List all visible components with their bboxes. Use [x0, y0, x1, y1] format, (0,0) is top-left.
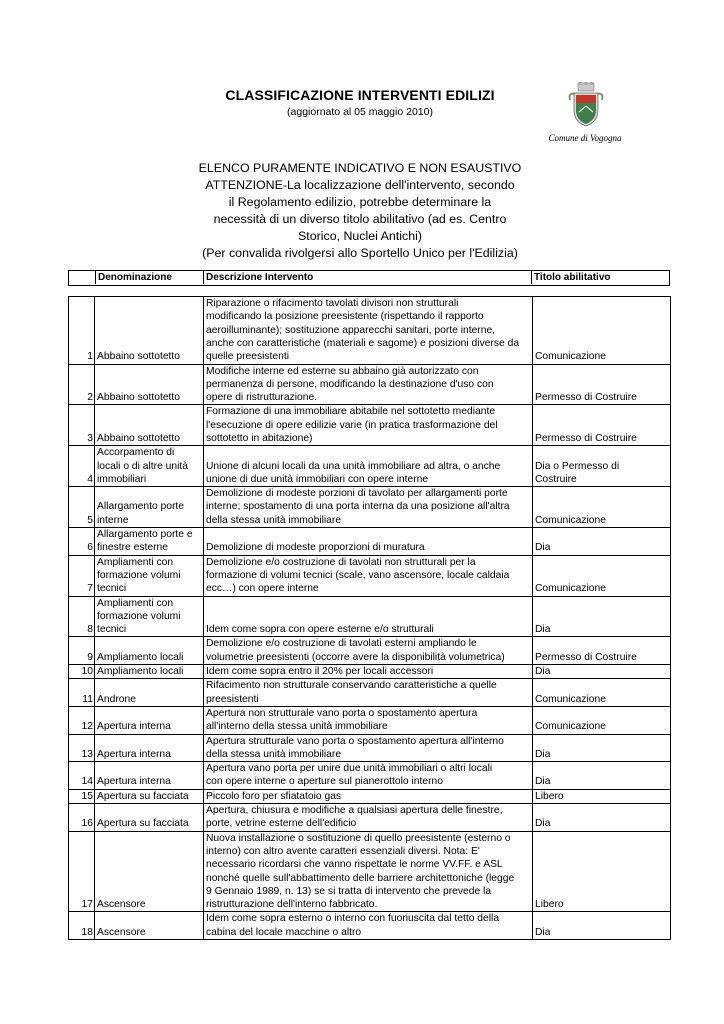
row-number-text: 14	[81, 776, 93, 788]
row-number-text: 15	[81, 790, 93, 802]
row-descrizione	[204, 679, 533, 707]
municipality-name: Comune di Vogogna	[548, 133, 622, 143]
column-header-denominazione: Denominazione	[95, 271, 203, 284]
row-descrizione-line: con opere interne o aperture sul pianerottolo interno	[206, 776, 443, 788]
row-denominazione-line: Ampliamenti con	[97, 597, 174, 609]
row-descrizione	[204, 596, 533, 637]
column-header-titolo: Titolo abilitativo	[531, 271, 669, 284]
interventions-table	[68, 296, 671, 940]
row-descrizione-line: all'interno della stessa unità immobiliare	[206, 721, 388, 733]
row-descrizione	[204, 364, 533, 405]
row-descrizione-line: Idem come sopra esterno o interno con fuoriuscita dal tetto della	[206, 913, 500, 925]
row-titolo-line: Dia	[535, 624, 551, 636]
table-row	[69, 706, 671, 734]
row-titolo-line: Comunicazione	[535, 693, 606, 705]
page-subtitle: (aggiornato al 05 maggio 2010)	[287, 106, 433, 118]
row-denominazione	[95, 297, 204, 365]
table-row	[69, 405, 671, 446]
row-denominazione	[95, 665, 204, 679]
row-denominazione	[95, 528, 204, 556]
row-descrizione-line: Nuova installazione o sostituzione di quello preesistente (esterno o	[206, 832, 511, 844]
row-titolo	[533, 912, 671, 940]
row-number	[69, 637, 95, 665]
notice-line: Storico, Nuclei Antichi)	[298, 229, 422, 243]
table-row	[69, 762, 671, 790]
row-titolo	[533, 297, 671, 365]
table-row	[69, 596, 671, 637]
row-number-text: 17	[81, 899, 93, 911]
row-titolo	[533, 528, 671, 556]
row-descrizione-line: sottotetto in abitazione)	[206, 432, 313, 444]
row-descrizione-line: Apertura, chiusura e modifiche a qualsiasi apertura delle finestre,	[206, 805, 503, 816]
row-number	[69, 665, 95, 679]
row-denominazione-line: Apertura su facciata	[97, 790, 189, 802]
row-number	[69, 734, 95, 762]
row-titolo-line: Libero	[535, 790, 564, 802]
row-number-text: 5	[87, 514, 93, 526]
row-descrizione	[204, 637, 533, 665]
row-descrizione-line: Formazione di una immobiliare abitabile nel sottotetto mediante	[206, 406, 496, 418]
row-denominazione-line: Apertura interna	[97, 721, 171, 733]
table-row	[69, 487, 671, 528]
row-descrizione-line: opere di ristrutturazione.	[206, 392, 318, 404]
row-number	[69, 364, 95, 405]
row-titolo	[533, 762, 671, 790]
table-header	[68, 270, 670, 286]
row-descrizione	[204, 804, 533, 832]
row-titolo	[533, 446, 671, 487]
municipal-crest-icon	[566, 82, 606, 128]
row-descrizione-line: Unione di alcuni locali da una unità immobiliare ad altra, o anche	[206, 460, 501, 472]
row-denominazione	[95, 912, 204, 940]
row-denominazione	[95, 706, 204, 734]
row-denominazione-line: Apertura interna	[97, 748, 171, 760]
row-denominazione	[95, 364, 204, 405]
row-titolo	[533, 831, 671, 912]
row-titolo-line: Comunicazione	[535, 583, 606, 595]
row-descrizione-line: l'esecuzione di opere edilizie varie (in pratica trasformazione del	[206, 419, 498, 431]
row-descrizione-line: ecc…) con opere interne	[206, 583, 319, 595]
notice-block	[190, 160, 530, 262]
row-number	[69, 487, 95, 528]
row-titolo	[533, 364, 671, 405]
row-descrizione	[204, 734, 533, 762]
table-row	[69, 555, 671, 596]
row-titolo-line: Dia	[535, 748, 551, 760]
row-denominazione-line: locali o di altre unità	[97, 460, 189, 472]
row-denominazione-line: immobiliari	[97, 473, 147, 485]
row-number-text: 8	[87, 624, 93, 636]
row-number-text: 16	[81, 818, 93, 830]
row-number	[69, 405, 95, 446]
row-descrizione-line: formazione di volumi tecnici (scale, vano ascensore, locale caldaia	[206, 569, 510, 581]
row-descrizione-line: ristrutturazione dell'interno fabbricato.	[206, 899, 378, 911]
row-denominazione-line: Ascensore	[97, 899, 146, 911]
row-number-text: 12	[81, 721, 93, 733]
row-descrizione-line: Demolizione di modeste proporzioni di muratura	[206, 542, 425, 554]
row-descrizione-line: Rifacimento non strutturale conservando caratteristiche a quelle	[206, 680, 497, 692]
row-denominazione-line: Ampliamenti con	[97, 556, 174, 568]
row-denominazione-line: Abbaino sottotetto	[97, 432, 181, 444]
row-number-text: 6	[87, 542, 93, 554]
row-number-text: 1	[87, 351, 93, 363]
row-descrizione	[204, 405, 533, 446]
notice-line: ELENCO PURAMENTE INDICATIVO E NON ESAUSTIVO	[198, 161, 522, 175]
row-descrizione-line: unione di due unità immobiliari con opere interne	[206, 473, 429, 485]
row-denominazione	[95, 762, 204, 790]
row-descrizione-line: interno) con altro avente caratteri essenziali diversi. Nota: E'	[206, 845, 480, 857]
row-descrizione-line: volumetrie preesistenti (occorre avere la disponibilità volumetrica)	[206, 651, 505, 663]
row-descrizione-line: Apertura strutturale vano porta o spostamento apertura all'interno	[206, 735, 504, 747]
row-descrizione	[204, 706, 533, 734]
row-denominazione	[95, 804, 204, 832]
row-denominazione	[95, 831, 204, 912]
notice-line: necessità di un diverso titolo abilitativo (ad es. Centro	[213, 212, 507, 226]
table-row	[69, 912, 671, 940]
row-number	[69, 679, 95, 707]
row-descrizione-line: quelle preesistenti	[206, 351, 289, 363]
row-descrizione-line: cabina del locale macchine o altro	[206, 926, 362, 938]
row-titolo	[533, 706, 671, 734]
row-number	[69, 555, 95, 596]
row-number	[69, 528, 95, 556]
row-descrizione-line: nonché quelle sull'abbattimento delle barriere architettoniche (legge	[206, 872, 515, 884]
row-titolo-line: Dia	[535, 666, 551, 678]
row-descrizione-line: Riparazione o rifacimento tavolati divisori non strutturali	[206, 298, 459, 310]
row-descrizione	[204, 528, 533, 556]
row-number	[69, 446, 95, 487]
row-denominazione-line: interne	[97, 514, 129, 526]
row-titolo	[533, 804, 671, 832]
row-number-text: 9	[87, 651, 93, 663]
table-row	[69, 665, 671, 679]
table-row	[69, 637, 671, 665]
row-descrizione	[204, 762, 533, 790]
row-titolo-line: Permesso di Costruire	[535, 392, 637, 404]
row-number	[69, 706, 95, 734]
row-number	[69, 789, 95, 803]
row-titolo	[533, 734, 671, 762]
row-descrizione-line: Demolizione e/o costruzione di tavolati non strutturali per la	[206, 556, 476, 568]
table-row	[69, 364, 671, 405]
row-titolo	[533, 679, 671, 707]
notice-line: ATTENZIONE-La localizzazione dell'intervento, secondo	[205, 178, 515, 192]
row-titolo-line: Dia o Permesso di	[535, 460, 620, 472]
row-titolo-line: Costruire	[535, 473, 577, 485]
row-number	[69, 297, 95, 365]
row-number-text: 13	[81, 748, 93, 760]
row-descrizione-line: Piccolo foro per sfiatatoio gas	[206, 790, 342, 802]
row-titolo	[533, 487, 671, 528]
row-titolo-line: Comunicazione	[535, 351, 606, 363]
row-descrizione-line: necessario ricordarsi che vanno rispettate le norme VV.FF. e ASL	[206, 859, 503, 871]
row-denominazione-line: Androne	[97, 693, 136, 705]
row-denominazione-line: Abbaino sottotetto	[97, 392, 181, 404]
row-denominazione-line: finestre esterne	[97, 542, 168, 554]
column-header-number	[91, 271, 93, 284]
row-number-text: 2	[87, 392, 93, 404]
row-number-text: 7	[87, 583, 93, 595]
row-descrizione-line: modificando la posizione preesistente (rispettando il rapporto	[206, 311, 484, 323]
row-denominazione-line: Allargamento porte e	[97, 529, 193, 541]
row-titolo-line: Dia	[535, 926, 551, 938]
row-titolo-line: Permesso di Costruire	[535, 651, 637, 663]
row-descrizione-line: Apertura non strutturale vano porta o spostamento apertura	[206, 707, 478, 719]
row-denominazione-line: Ampliamento locali	[97, 666, 184, 678]
table-row	[69, 297, 671, 365]
notice-line: il Regolamento edilizio, potrebbe determinare la	[228, 195, 492, 209]
row-titolo	[533, 665, 671, 679]
row-titolo	[533, 596, 671, 637]
page-title: CLASSIFICAZIONE INTERVENTI EDILIZI	[225, 87, 495, 103]
row-descrizione-line: permanenza di persone, modificando la destinazione d'uso con	[206, 378, 494, 390]
row-titolo	[533, 555, 671, 596]
row-descrizione-line: della stessa unità immobiliare	[206, 748, 342, 760]
row-denominazione-line: Apertura interna	[97, 776, 171, 788]
row-number	[69, 762, 95, 790]
row-denominazione	[95, 734, 204, 762]
row-denominazione-line: Abbaino sottotetto	[97, 351, 181, 363]
row-number-text: 3	[87, 432, 93, 444]
row-titolo-line: Permesso di Costruire	[535, 432, 637, 444]
table-row	[69, 446, 671, 487]
row-denominazione	[95, 679, 204, 707]
row-descrizione-line: Idem come sopra entro il 20% per locali accessori	[206, 666, 434, 678]
table-row	[69, 804, 671, 832]
row-descrizione	[204, 297, 533, 365]
row-denominazione	[95, 596, 204, 637]
row-denominazione	[95, 789, 204, 803]
notice-line: (Per convalida rivolgersi allo Sportello Unico per l'Edilizia)	[202, 246, 518, 260]
row-titolo	[533, 405, 671, 446]
row-descrizione-line: porte, vetrine esterne dell'edificio	[206, 818, 357, 830]
row-denominazione-line: Ampliamento locali	[97, 651, 184, 663]
row-denominazione	[95, 637, 204, 665]
row-descrizione	[204, 789, 533, 803]
row-descrizione-line: aeroilluminante); sostituzione apparecchi sanitari, porte interne,	[206, 324, 496, 336]
row-number-text: 18	[81, 926, 93, 938]
row-titolo-line: Comunicazione	[535, 721, 606, 733]
row-titolo-line: Libero	[535, 899, 564, 911]
row-titolo-line: Dia	[535, 818, 551, 830]
table-row	[69, 528, 671, 556]
row-descrizione-line: preesistenti	[206, 693, 259, 705]
table-row	[69, 789, 671, 803]
row-descrizione-line: Modifiche interne ed esterne su abbaino già autorizzato con	[206, 365, 479, 377]
row-descrizione-line: Idem come sopra con opere esterne e/o strutturali	[206, 624, 434, 636]
row-titolo-line: Comunicazione	[535, 514, 606, 526]
row-denominazione	[95, 487, 204, 528]
row-denominazione-line: Allargamento porte	[97, 501, 185, 513]
row-descrizione	[204, 446, 533, 487]
row-number-text: 11	[82, 693, 93, 705]
row-titolo-line: Dia	[535, 542, 551, 554]
row-denominazione	[95, 446, 204, 487]
row-descrizione-line: 9 Gennaio 1989, n. 13) se si tratta di intervento che prevede la	[206, 885, 492, 897]
row-descrizione	[204, 487, 533, 528]
row-number	[69, 596, 95, 637]
row-descrizione-line: della stessa unità immobiliare	[206, 514, 342, 526]
row-descrizione	[204, 555, 533, 596]
row-denominazione-line: formazione volumi	[97, 610, 181, 622]
row-denominazione-line: Apertura su facciata	[97, 818, 189, 830]
row-denominazione-line: formazione volumi	[97, 569, 181, 581]
row-number	[69, 831, 95, 912]
row-descrizione-line: anche con caratteristiche (materiali e sagome) e posizioni diverse da	[206, 337, 520, 349]
row-number	[69, 804, 95, 832]
row-titolo	[533, 637, 671, 665]
row-descrizione	[204, 831, 533, 912]
row-descrizione-line: Demolizione e/o costruzione di tavolati esterni ampliando le	[206, 638, 477, 650]
row-descrizione-line: Apertura vano porta per unire due unità immobiliari o altri locali	[206, 763, 493, 775]
table-row	[69, 679, 671, 707]
row-titolo	[533, 789, 671, 803]
row-denominazione-line: tecnici	[97, 624, 127, 636]
table-row	[69, 734, 671, 762]
column-header-descrizione: Descrizione Intervento	[203, 271, 531, 284]
row-number-text: 4	[87, 473, 93, 485]
row-descrizione	[204, 912, 533, 940]
table-row	[69, 831, 671, 912]
row-descrizione-line: Demolizione di modeste porzioni di tavolato per allargamenti porte	[206, 488, 508, 500]
row-denominazione-line: Ascensore	[97, 926, 146, 938]
table-body	[69, 297, 671, 940]
row-number-text: 10	[81, 666, 93, 678]
row-denominazione	[95, 555, 204, 596]
row-denominazione	[95, 405, 204, 446]
row-denominazione-line: Accorpamento di	[97, 447, 175, 459]
row-number	[69, 912, 95, 940]
row-descrizione-line: interne; spostamento di una porta interna da una posizione all'altra	[206, 501, 510, 513]
row-titolo-line: Dia	[535, 776, 551, 788]
row-denominazione-line: tecnici	[97, 583, 127, 595]
row-descrizione	[204, 665, 533, 679]
